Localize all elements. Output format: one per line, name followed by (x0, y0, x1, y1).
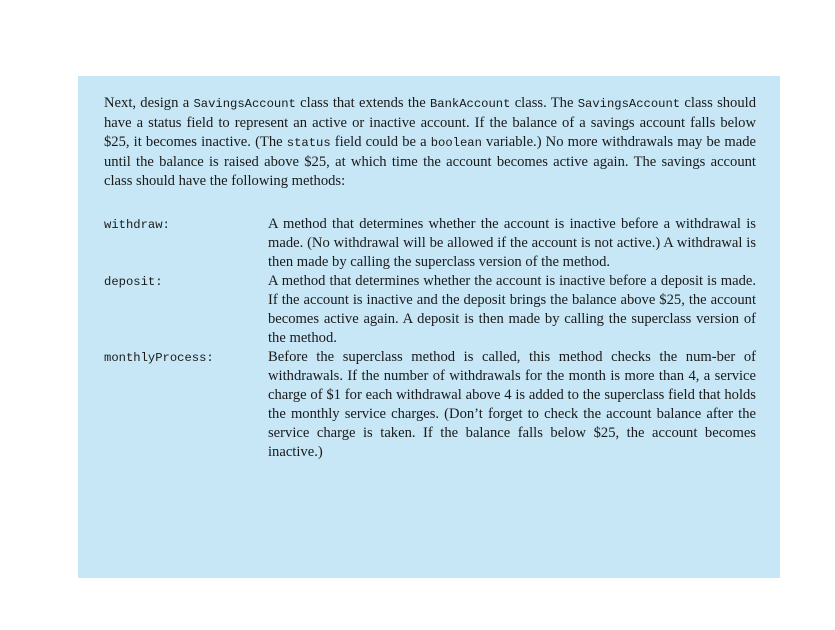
method-row-monthlyprocess (104, 348, 756, 462)
code-boolean: boolean (430, 136, 482, 150)
intro-paragraph (104, 94, 756, 191)
code-savingsaccount-2: SavingsAccount (577, 97, 681, 111)
method-description-deposit: A method that determines whether the account is inactive before a deposit is made. If the account is inactive and the deposit brings the balance above $25, the account becomes active again. A deposit is then made by calling the superclass version of the method. (268, 273, 756, 346)
method-name-withdraw: withdraw: (104, 218, 170, 232)
method-description-monthlyprocess: Before the superclass method is called, this method checks the num-ber of withdrawals. If the number of withdrawals for the month is more than 4, a service charge of $1 for each withdrawal above 4 is added to the superclass field that holds the monthly service charges. (Don’t forget to check the account balance after the service charge is taken. If the balance falls below $25, the account becomes inactive.) (268, 349, 756, 460)
method-name-monthlyprocess: monthlyProcess: (104, 351, 214, 365)
method-row-deposit (104, 272, 756, 348)
intro-text-3: class. The (510, 95, 578, 111)
method-row-withdraw (104, 215, 756, 272)
code-bankaccount: BankAccount (429, 97, 511, 111)
method-description-withdraw: A method that determines whether the account is inactive before a withdrawal is made. (No withdrawal will be allowed if the account is not active.) A withdrawal is then made by calling the superclass version of the method. (268, 216, 756, 270)
intro-text-4: class should have a status field to represent an active or inactive account. If the balance of a savings account falls below $25, it becomes inactive. (The (104, 95, 757, 150)
code-status: status (286, 136, 331, 150)
methods-list (104, 215, 756, 462)
method-name-deposit: deposit: (104, 275, 163, 289)
code-savingsaccount: SavingsAccount (193, 97, 296, 111)
exercise-panel (78, 76, 780, 578)
intro-text-2: class that extends the (295, 95, 430, 111)
intro-text-1: Next, design a (104, 95, 194, 111)
intro-text-5: field could be a (330, 134, 431, 150)
intro-text-6: variable.) No more withdrawals may be made until the balance is raised above $25, at which time the account becomes active again. The savings account class should have the following methods: (104, 134, 756, 189)
